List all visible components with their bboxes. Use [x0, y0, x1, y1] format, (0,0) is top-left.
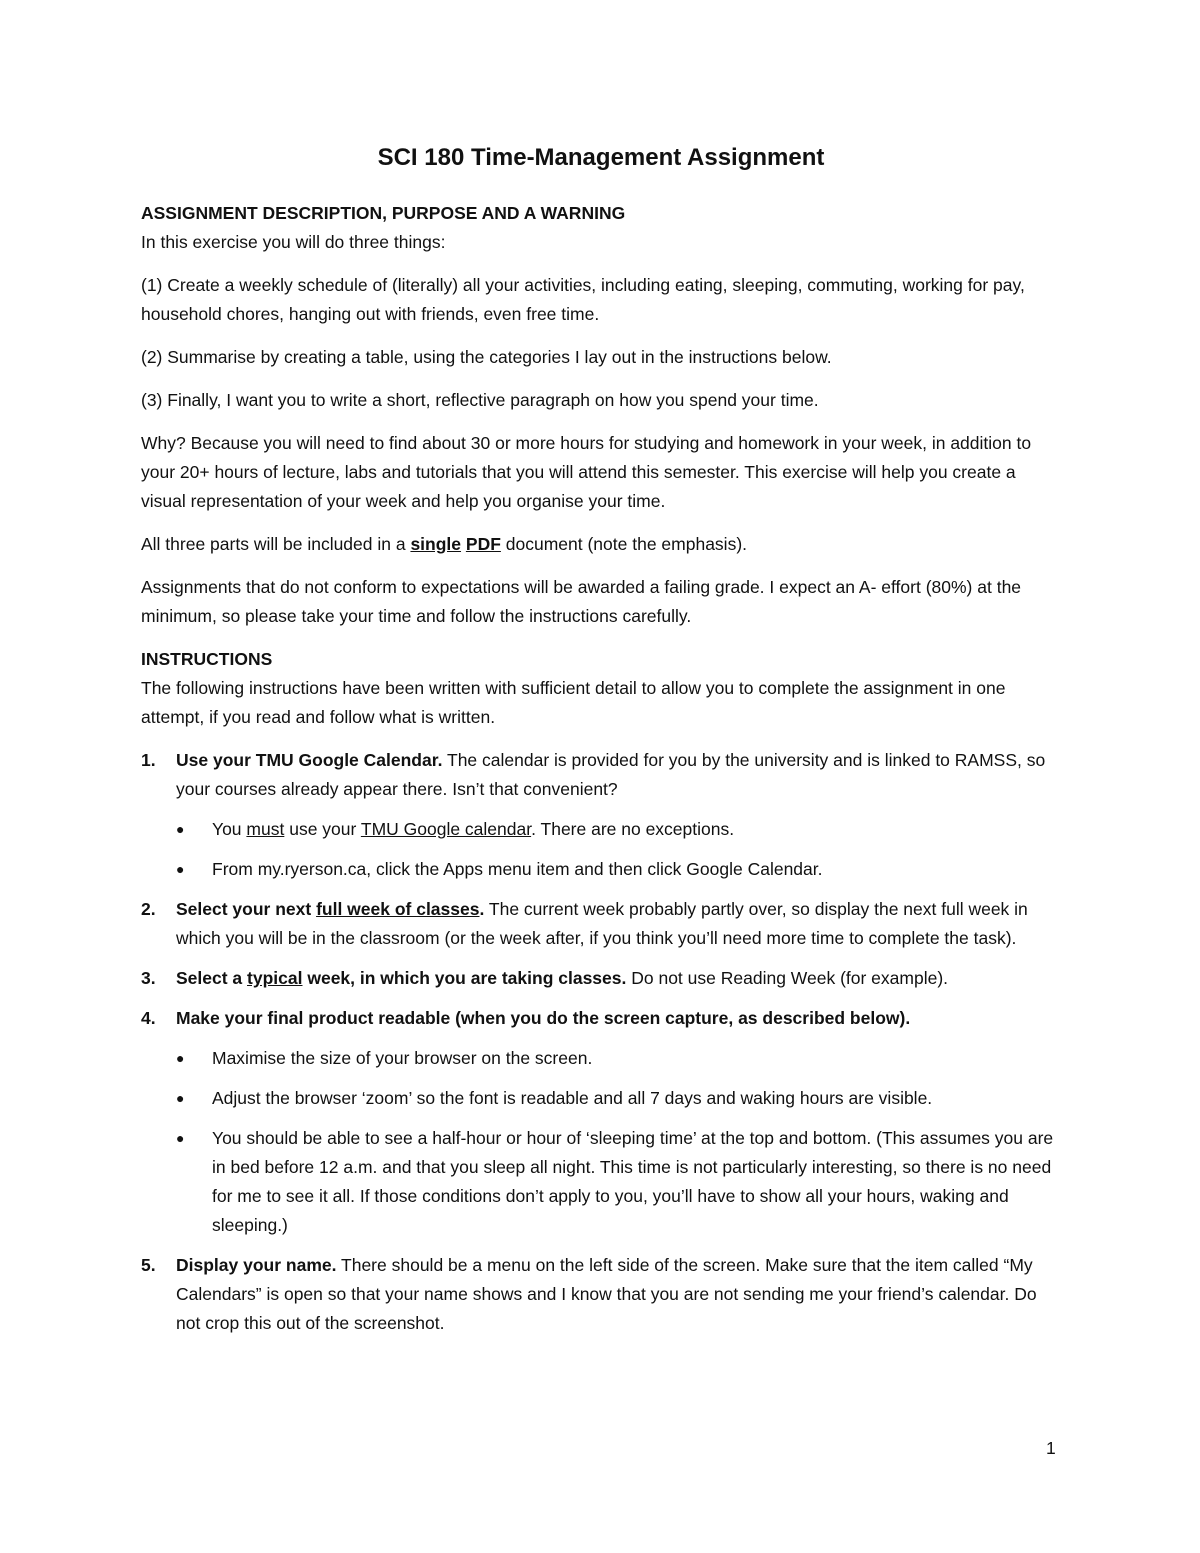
bullet-item: ● You must use your TMU Google calendar. There are no exceptions.: [141, 815, 1061, 844]
description-intro: In this exercise you will do three things:: [141, 232, 446, 252]
task-item-1: (1) Create a weekly schedule of (literally) all your activities, including eating, sleeping, commuting, working for pay, household chores, hanging out with friends, even free time.: [141, 275, 1025, 324]
bullet-icon: ●: [176, 821, 185, 837]
instruction-step-4: 4. Make your final product readable (when you do the screen capture, as described below).: [141, 1004, 1061, 1033]
instructions-intro: The following instructions have been written with sufficient detail to allow you to complete the assignment in one attempt, if you read and follow what is written.: [141, 678, 1006, 727]
description-section: [141, 199, 1061, 257]
bullet-icon: ●: [176, 1090, 185, 1106]
document-body: [141, 140, 1061, 1349]
document-title: SCI 180 Time-Management Assignment: [377, 144, 825, 171]
single-emphasis: single: [410, 534, 462, 554]
step-number: 1.: [141, 750, 156, 770]
instructions-section: [141, 645, 1061, 732]
section-heading: INSTRUCTIONS: [141, 649, 273, 669]
single-pdf-paragraph: All three parts will be included in a single PDF document (note the emphasis).: [141, 534, 748, 554]
bullet-item: ● From my.ryerson.ca, click the Apps menu item and then click Google Calendar.: [141, 855, 1061, 884]
bullet-icon: ●: [176, 1050, 185, 1066]
step-number: 3.: [141, 968, 156, 988]
bullet-item: ● Maximise the size of your browser on the screen.: [141, 1044, 1061, 1073]
bullet-icon: ●: [176, 1130, 185, 1146]
instruction-step-2: 2. Select your next full week of classes. The current week probably partly over, so display the next full week in which you will be in the classroom (or the week after, if you think you’ll need more time to complete the task).: [141, 895, 1061, 953]
instruction-step-3: 3. Select a typical week, in which you are taking classes. Do not use Reading Week (for example).: [141, 964, 1061, 993]
step-number: 5.: [141, 1255, 156, 1275]
instruction-step-5: 5. Display your name. There should be a menu on the left side of the screen. Make sure that the item called “My Calendars” is open so that your name shows and I know that you are not sending me your friend’s calendar. Do not crop this out of the screenshot.: [141, 1251, 1061, 1338]
instruction-step-1: 1. Use your TMU Google Calendar. The calendar is provided for you by the university and is linked to RAMSS, so your courses already appear there. Isn’t that convenient?: [141, 746, 1061, 804]
task-item-2: (2) Summarise by creating a table, using the categories I lay out in the instructions below.: [141, 347, 832, 367]
step-number: 4.: [141, 1008, 156, 1028]
warning-paragraph: Assignments that do not conform to expectations will be awarded a failing grade. I expect an A- effort (80%) at the minimum, so please take your time and follow the instructions carefully.: [141, 577, 1022, 626]
task-item-3: (3) Finally, I want you to write a short, reflective paragraph on how you spend your time.: [141, 390, 819, 410]
bullet-item: ● Adjust the browser ‘zoom’ so the font is readable and all 7 days and waking hours are visible.: [141, 1084, 1061, 1113]
bullet-item: ● You should be able to see a half-hour or hour of ‘sleeping time’ at the top and bottom. (This assumes you are in bed before 12 a.m. and that you sleep all night. This time is not particularly interesting, so there is no need for me to see it all. If those conditions don’t apply to you, you’ll have to show all your hours, waking and sleeping.): [141, 1124, 1061, 1240]
why-paragraph: Why? Because you will need to find about 30 or more hours for studying and homework in your week, in addition to your 20+ hours of lecture, labs and tutorials that you will attend this semester. This exercise will help you create a visual representation of your week and help you organise your time.: [141, 433, 1032, 511]
pdf-emphasis: PDF: [465, 534, 501, 554]
step-number: 2.: [141, 899, 156, 919]
bullet-icon: ●: [176, 861, 185, 877]
section-heading: ASSIGNMENT DESCRIPTION, PURPOSE AND A WARNING: [141, 203, 626, 223]
page-number: 1: [1046, 1438, 1056, 1458]
